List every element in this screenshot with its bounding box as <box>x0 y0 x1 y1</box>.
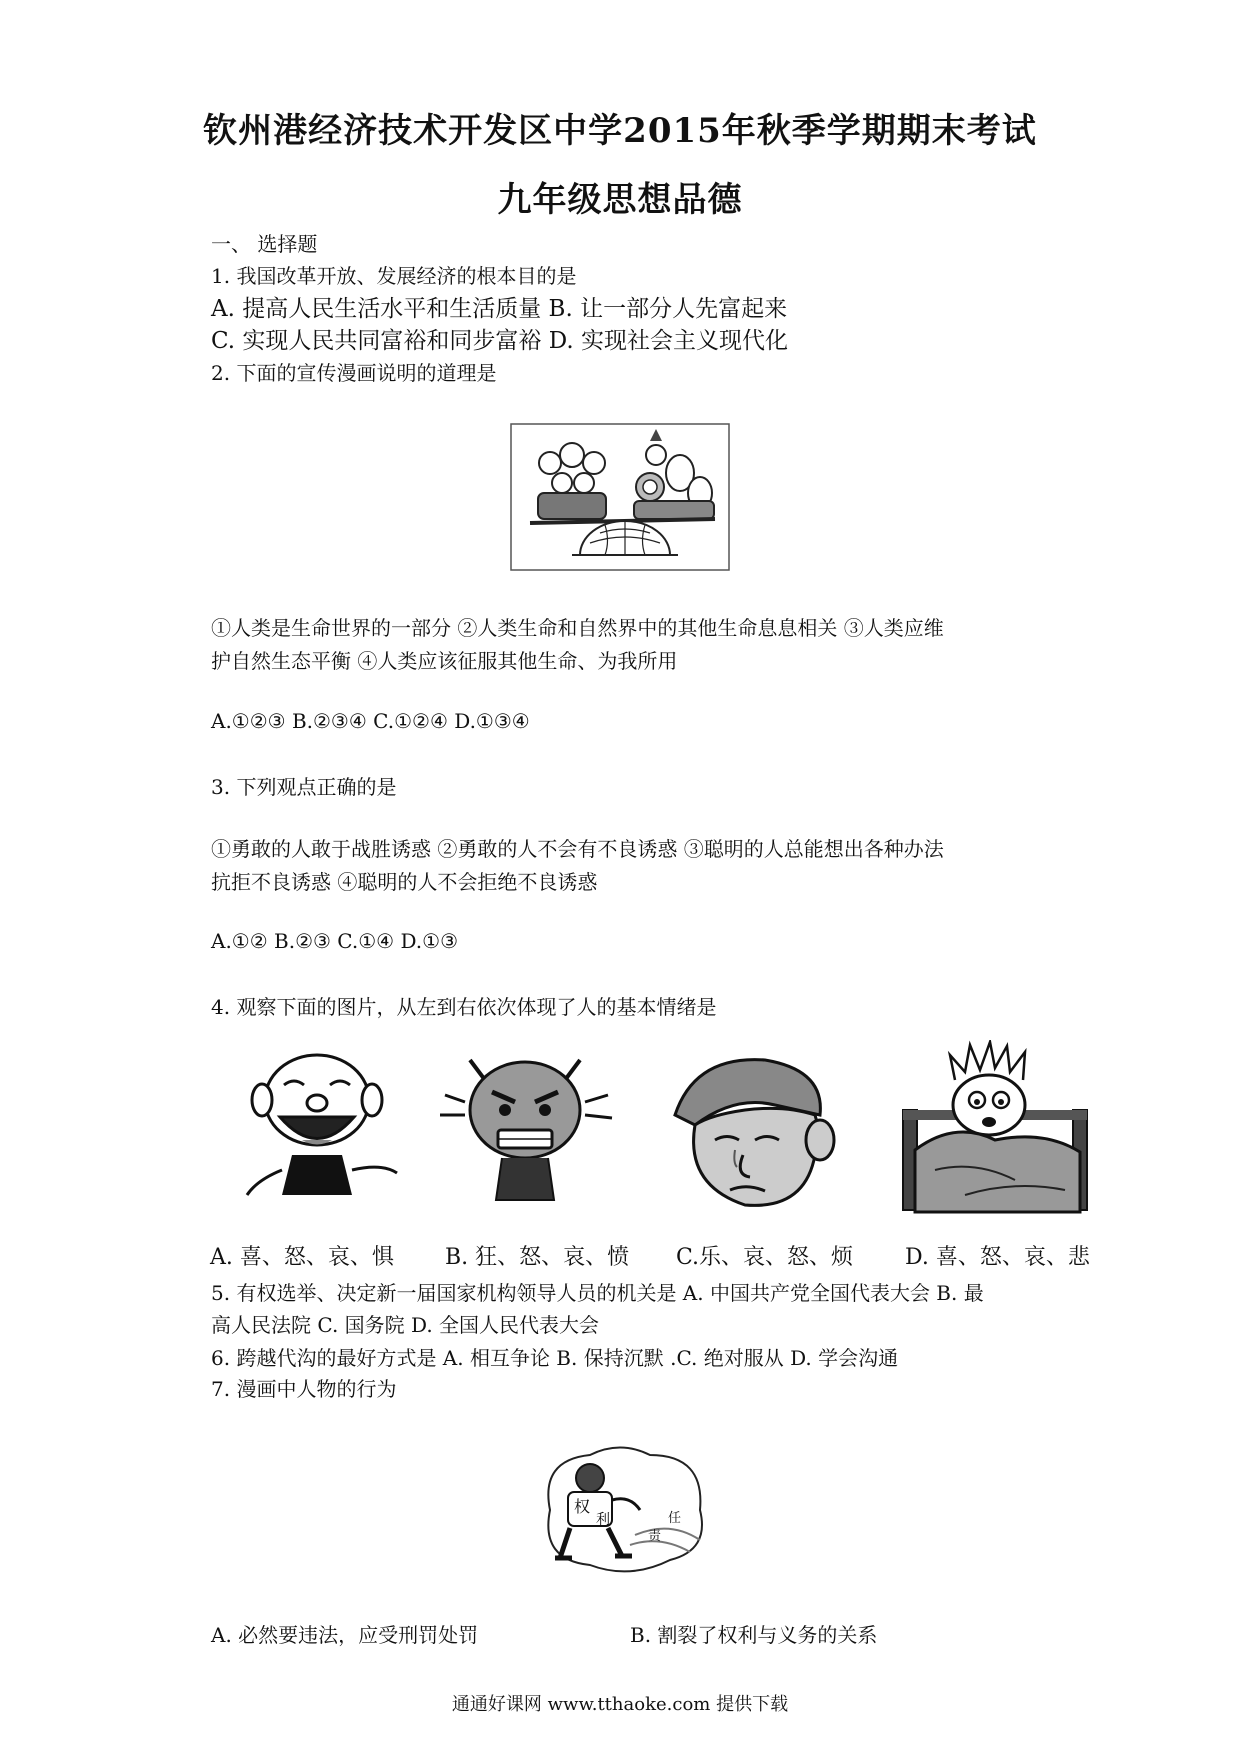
q4-cartoon-sad <box>655 1045 855 1220</box>
q7-rights-cartoon <box>530 1440 720 1585</box>
page-footer: 通通好课网 www.tthaoke.com 提供下载 <box>451 1694 789 1715</box>
q4-option-d: D. 喜、怒、哀、悲 <box>905 1245 1090 1270</box>
q7-char-li: 利 <box>596 1512 610 1528</box>
q4-cartoon-angry <box>430 1040 620 1215</box>
exam-title: 钦州港经济技术开发区中学2015年秋季学期期末考试 <box>203 111 1037 151</box>
q3-statements-line1: ①勇敢的人敢于战胜诱惑 ②勇敢的人不会有不良诱惑 ③聪明的人总能想出各种办法 <box>211 837 944 861</box>
q3-stem: 3. 下列观点正确的是 <box>211 775 397 799</box>
q3-statements-line2: 抗拒不良诱惑 ④聪明的人不会拒绝不良诱惑 <box>211 870 598 894</box>
q4-option-b: B. 狂、怒、哀、愤 <box>445 1245 630 1270</box>
q5-line1: 5. 有权选举、决定新一届国家机构领导人员的机关是 A. 中国共产党全国代表大会 B. 最 <box>211 1281 984 1305</box>
q1-options-line2: C. 实现人民共同富裕和同步富裕 D. 实现社会主义现代化 <box>211 328 788 354</box>
q2-statements-line1: ①人类是生命世界的一部分 ②人类生命和自然界中的其他生命息息相关 ③人类应维 <box>211 616 944 640</box>
q7-option-b: B. 割裂了权利与义务的关系 <box>630 1623 878 1647</box>
q4-option-c: C.乐、哀、怒、烦 <box>676 1245 854 1270</box>
exam-subject: 九年级思想品德 <box>497 180 743 220</box>
section-heading: 一、 选择题 <box>211 232 318 256</box>
q4-stem: 4. 观察下面的图片，从左到右依次体现了人的基本情绪是 <box>211 995 717 1019</box>
q2-stem: 2. 下面的宣传漫画说明的道理是 <box>211 361 497 385</box>
q4-cartoon-happy <box>222 1045 412 1215</box>
q2-options: A.①②③ B.②③④ C.①②④ D.①③④ <box>211 709 530 733</box>
q7-stem: 7. 漫画中人物的行为 <box>211 1377 397 1401</box>
q7-char-quan: 权 <box>574 1497 591 1516</box>
q1-stem: 1. 我国改革开放、发展经济的根本目的是 <box>211 264 577 288</box>
q1-options-line1: A. 提高人民生活水平和生活质量 B. 让一部分人先富起来 <box>211 296 788 322</box>
q4-cartoon-scared <box>895 1040 1095 1220</box>
q6-line1: 6. 跨越代沟的最好方式是 A. 相互争论 B. 保持沉默 .C. 绝对服从 D. 学会沟通 <box>211 1346 899 1370</box>
q2-statements-line2: 护自然生态平衡 ④人类应该征服其他生命、为我所用 <box>211 649 678 673</box>
q2-balance-cartoon <box>510 423 730 571</box>
q4-option-a: A. 喜、怒、哀、惧 <box>210 1245 394 1270</box>
q7-option-a: A. 必然要违法，应受刑罚处罚 <box>211 1623 479 1647</box>
q3-options: A.①② B.②③ C.①④ D.①③ <box>211 929 458 953</box>
q7-char-ren: 任 <box>668 1511 682 1526</box>
q7-char-ze: 责 <box>648 1529 662 1544</box>
q5-line2: 高人民法院 C. 国务院 D. 全国人民代表大会 <box>211 1313 600 1337</box>
